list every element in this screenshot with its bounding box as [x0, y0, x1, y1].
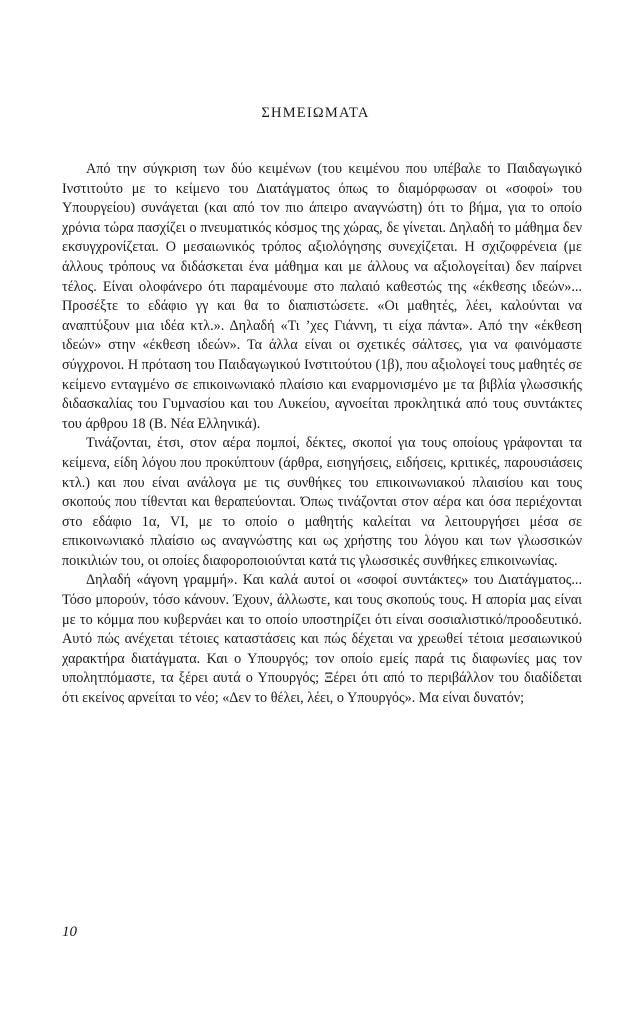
paragraph-1: Από την σύγκριση των δύο κειμένων (του κειμένου που υπέβαλε το Παιδαγωγικό Ινστιτούτο με το κείμενο του Διατάγματος όπως το διαμόρφωσαν οι «σοφοί» του Υπουργείου) συνάγεται (και από τον πιο άπειρο αναγνώστη) ότι το βήμα, για το οποίο χρόνια τώρα πασχίζει ο πνευματικός κόσμος της χώρας, δε γίνεται. Δηλαδή το μάθημα δεν εκσυγχρονίζεται. Ο μεσαιωνικός τρόπος αξιολόγησης συνεχίζεται. Η σχιζοφρένεια (με άλλους τρόπους να διδάσκεται ένα μάθημα και με άλλους να αξιολογείται) δεν παίρνει τέλος. Είναι ολοφάνερο ότι παραμένουμε στο παλαιό καθεστώς της «έκθεσης ιδεών»... Προσέξτε το εδάφιο γγ και θα το διαπιστώσετε. «Οι μαθητές, λέει, καλούνται να αναπτύξουν μια ιδέα κτλ.». Δηλαδή «Τι ’χες Γιάννη, τι είχα πάντα». Από την «έκθεση ιδεών» στην «έκθεση ιδεών». Τα άλλα είναι οι σχετικές σάλτσες, για να φαινόμαστε σύγχρονοι. Η πρόταση του Παιδαγωγικού Ινστιτούτου (1β), που αξιολογεί τους μαθητές σε κείμενο ενταγμένο σε επικοινωνιακό πλαίσιο και εναρμονισμένο με τα βιβλία γλωσσικής διδασκαλίας του Γυμνασίου και του Λυκείου, αγνοείται προκλητικά από τους συντάκτες του άρθρου 18 (Β. Νέα Ελληνικά).: [62, 161, 582, 432]
paragraph-2: Τινάζονται, έτσι, στον αέρα πομποί, δέκτες, σκοποί για τους οποίους γράφονται τα κείμενα, είδη λόγου που προκύπτουν (άρθρα, εισηγήσεις, ειδήσεις, κριτικές, παρουσιάσεις κτλ.) και που είναι ανάλογα με τις συνθήκες του επικοινωνιακού πλαισίου και τους σκοπούς που τίθενται και θεραπεύονται. Όπως τινάζονται στον αέρα και όσα περιέχονται στο εδάφιο 1α, VI, με το οποίο ο μαθητής καλείται να λειτουργήσει μέσα σε επικοινωνιακό πλαίσιο ως αναγνώστης και ως χρήστης του λόγου και των γλωσσικών ποικιλιών του, οι οποίες διαφοροποιούνται κατά τις γλωσσικές συνθήκες επικοινωνίας.: [62, 435, 582, 569]
paragraph-3: Δηλαδή «άγονη γραμμή». Και καλά αυτοί οι «σοφοί συντάκτες» του Διατάγματος... Τόσο μπορούν, τόσο κάνουν. Έχουν, άλλωστε, και τους σκοπούς τους. Η απορία μας είναι με το κόμμα που κυβερνάει και το οποίο υποστηρίζει ότι είναι σοσιαλιστικό/προοδευτικό. Αυτό πώς ανέχεται τέτοιες καταστάσεις και πώς δέχεται να χρεωθεί τέτοια μεσαιωνικού χαρακτήρα διατάγματα. Και ο Υπουργός; τον οποίο εμείς παρά τις διαφωνίες μας τον υπολητπόμαστε, τα ξέρει αυτά ο Υπουργός; Ξέρει ότι από το περιβάλλον του διαδίδεται ότι εκείνος αρνείται το νέο; «Δεν το θέλει, λέει, ο Υπουργός». Μα είναι δυνατόν;: [62, 572, 582, 707]
page-number: 10: [62, 924, 77, 940]
body-text: [62, 160, 582, 709]
page-title: ΣΗΜΕΙΩΜΑΤΑ: [261, 105, 370, 121]
